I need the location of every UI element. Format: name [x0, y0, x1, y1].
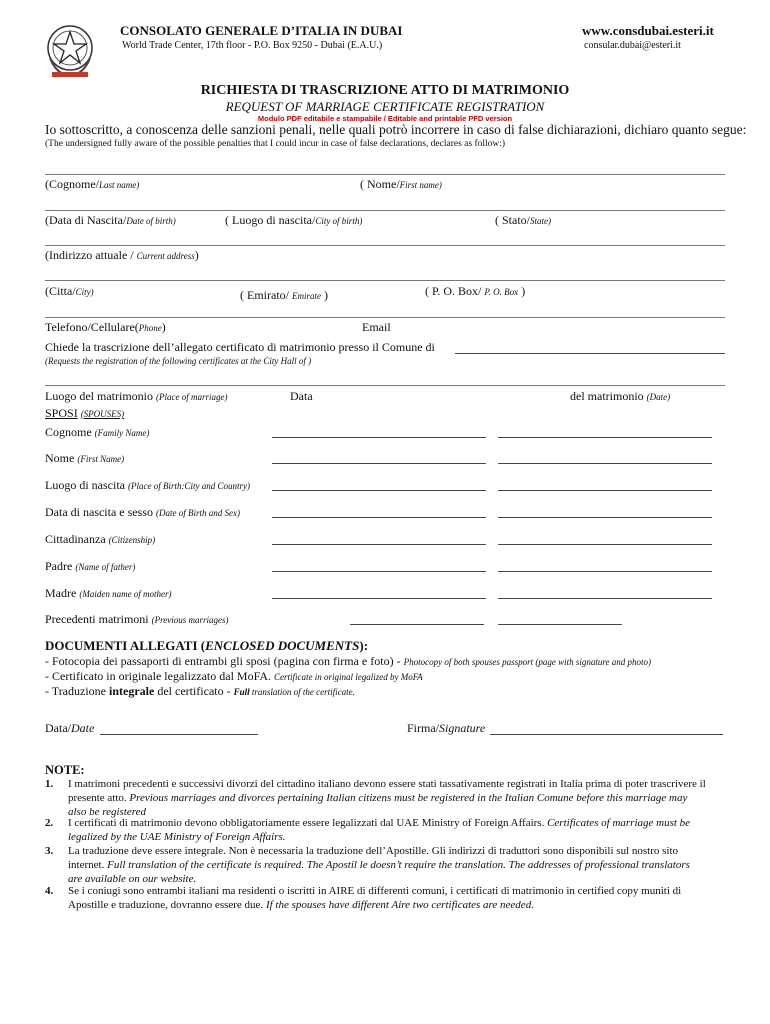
note-text: I matrimoni precedenti e successivi divorzi del cittadino italiano devono essere stati tassativamente registrati in Italia prima di poter trascrivere il — [68, 778, 706, 790]
form-title-en: REQUEST OF MARRIAGE CERTIFICATE REGISTRATION — [225, 99, 545, 114]
note-number: 4. — [45, 885, 54, 897]
document-item-bold: integrale — [109, 684, 155, 698]
document-item-text: - Traduzione — [45, 684, 109, 698]
telefono-label — [45, 320, 166, 335]
note-text-en: also be registered — [68, 806, 147, 818]
spouse-1-input[interactable] — [272, 598, 486, 599]
citta-text-en: City) — [75, 287, 94, 297]
spouse-2-input[interactable] — [498, 544, 712, 545]
data-nascita-text: (Data di Nascita/ — [45, 213, 127, 227]
date-text: Data/ — [45, 721, 71, 735]
spouse-row-text-en: (Previous marriages) — [151, 615, 229, 625]
data-matrimonio-label: Data — [290, 389, 313, 403]
stato-label — [495, 213, 551, 228]
pobox-label — [425, 284, 525, 299]
field-line — [45, 385, 725, 386]
spouse-row-text-en: (Citizenship) — [108, 535, 156, 545]
stato-text-en: State) — [530, 216, 551, 226]
request-text-en: (Requests the registration of the following certificates at the City Hall of ) — [45, 356, 312, 366]
email-label: Email — [362, 320, 391, 334]
luogo-nascita-label — [225, 213, 362, 228]
spouse-row-text: Madre — [45, 586, 77, 600]
note-number: 1. — [45, 778, 54, 790]
spouse-row-label — [45, 505, 240, 520]
spouse-2-input[interactable] — [498, 517, 712, 518]
nome-text: ( Nome/ — [360, 177, 400, 191]
cognome-label — [45, 177, 139, 192]
spouses-title — [45, 406, 124, 421]
field-line — [45, 280, 725, 281]
pobox-text-en: P. O. Box — [484, 287, 519, 297]
note-text-en: Certificates of marriage must be — [547, 817, 691, 829]
document-item-text-en: Photocopy of both spouses passport (page with signature and photo) — [403, 657, 651, 667]
spouse-row-label — [45, 532, 155, 547]
consulate-name: CONSOLATO GENERALE D’ITALIA IN DUBAI — [120, 23, 403, 38]
spouse-2-input[interactable] — [498, 624, 622, 625]
spouse-row-text: Luogo di nascita — [45, 478, 125, 492]
spouse-row-text-en: (First Name) — [77, 454, 125, 464]
indirizzo-text-en: Current address — [136, 251, 195, 261]
emirato-close: ) — [323, 288, 328, 302]
document-item — [45, 684, 355, 699]
luogo-matrimonio-label — [45, 389, 227, 404]
emirato-text-en: Emirate — [291, 291, 321, 301]
spouse-row-text-en: (Family Name) — [94, 428, 150, 438]
note-line — [68, 885, 681, 897]
del-matrimonio-text-en: (Date) — [646, 392, 671, 402]
emirato-label — [240, 288, 328, 303]
note-text-en: If the spouses have different Aire two certificates are needed. — [265, 899, 534, 911]
spouse-row-text: Nome — [45, 451, 75, 465]
note-text: internet. — [68, 859, 108, 871]
telefono-text-en: Phone — [138, 323, 162, 333]
spouse-row-text-en: (Date of Birth and Sex) — [155, 508, 240, 518]
comune-input[interactable] — [455, 353, 725, 354]
website-link[interactable]: www.consdubai.esteri.it — [582, 23, 714, 38]
spouse-row-label — [45, 425, 149, 440]
note-line — [68, 859, 690, 871]
telefono-text: Telefono/Cellulare( — [45, 320, 139, 334]
spouse-row-text: Precedenti matrimoni — [45, 612, 149, 626]
field-line — [45, 210, 725, 211]
spouse-row-label — [45, 451, 124, 466]
notes-title: NOTE: — [45, 763, 85, 777]
documents-title-close: ): — [359, 638, 369, 653]
luogo-nascita-text-en: City of birth) — [315, 216, 363, 226]
signature-label — [407, 721, 485, 736]
spouse-row-label — [45, 559, 135, 574]
spouse-1-input[interactable] — [272, 490, 486, 491]
declaration-text-en: (The undersigned fully aware of the possible penalties that I could incur in case of false declarations, declares as follow:) — [45, 139, 506, 149]
spouse-row-text: Cittadinanza — [45, 532, 106, 546]
document-item-text-en: Certificate in original legalized by MoFA — [274, 672, 423, 682]
signature-text-en: Signature — [439, 721, 486, 735]
luogo-nascita-text: ( Luogo di nascita/ — [225, 213, 316, 227]
spouse-1-input[interactable] — [272, 571, 486, 572]
documents-title — [45, 638, 368, 654]
indirizzo-text: (Indirizzo attuale / — [45, 248, 134, 262]
cognome-text: (Cognome/ — [45, 177, 99, 191]
del-matrimonio-label — [570, 389, 670, 404]
indirizzo-close: ) — [194, 248, 199, 262]
signature-text: Firma/ — [407, 721, 439, 735]
cognome-text-en: Last name) — [99, 180, 140, 190]
document-item-text-en: translation of the certificate. — [249, 687, 355, 697]
date-label — [45, 721, 94, 736]
spouses-title-text: SPOSI — [45, 406, 78, 420]
form-title: RICHIESTA DI TRASCRIZIONE ATTO DI MATRIMONIO — [200, 83, 570, 98]
stato-text: ( Stato/ — [495, 213, 530, 227]
note-line — [68, 817, 690, 829]
note-line — [68, 873, 196, 885]
note-text: I certificati di matrimonio devono obbligatoriamente essere legalizzati dal UAE Ministry of Foreign Affairs. — [68, 817, 548, 829]
telefono-close: ) — [161, 320, 166, 334]
emirato-text: ( Emirato/ — [240, 288, 289, 302]
email-link[interactable]: consular.dubai@esteri.it — [584, 40, 681, 51]
document-item — [45, 654, 651, 669]
citta-text: (Citta/ — [45, 284, 76, 298]
data-nascita-text-en: Date of birth) — [126, 216, 176, 226]
editable-note: Modulo PDF editabile e stampabile / Editable and printable PFD version — [257, 114, 513, 123]
documents-title-text: DOCUMENTI ALLEGATI ( — [45, 638, 206, 653]
spouse-row-text: Padre — [45, 559, 73, 573]
document-item-text: del certificato - — [154, 684, 231, 698]
luogo-matrimonio-text: Luogo del matrimonio — [45, 389, 153, 403]
spouse-row-text: Data di nascita e sesso — [45, 505, 153, 519]
spouse-1-input[interactable] — [272, 463, 486, 464]
spouse-row-text-en: (Maiden name of mother) — [79, 589, 172, 599]
note-line — [68, 778, 706, 790]
note-line — [68, 792, 687, 804]
pobox-text: ( P. O. Box/ — [425, 284, 482, 298]
note-text-en: Previous marriages and divorces pertaining Italian citizens must be registered in the Italian Comune before this marriage may — [129, 792, 688, 804]
spouse-1-input[interactable] — [272, 517, 486, 518]
indirizzo-label — [45, 248, 199, 263]
note-line — [68, 899, 534, 911]
document-item — [45, 669, 423, 684]
field-line — [45, 317, 725, 318]
note-number: 2. — [45, 817, 54, 829]
note-text: Apostille e traduzione, dovranno essere due. — [68, 899, 266, 911]
citta-label — [45, 284, 94, 299]
spouse-2-input[interactable] — [498, 571, 712, 572]
note-text: La traduzione deve essere integrale. Non è necessaria la traduzione dell’Apostille. Gli indirizzi di traduttori sono disponibili sul nostro sito — [68, 845, 679, 857]
spouse-1-input[interactable] — [272, 544, 486, 545]
nome-label — [360, 177, 442, 192]
note-number: 3. — [45, 845, 54, 857]
field-line — [45, 245, 725, 246]
note-line — [68, 845, 678, 857]
note-text-en: legalized by the UAE Ministry of Foreign Affairs. — [68, 831, 286, 843]
nome-text-en: First name) — [399, 180, 442, 190]
document-item-bold-en: Full — [233, 687, 250, 697]
note-text-en: are available on our website. — [68, 873, 197, 885]
del-matrimonio-text: del matrimonio — [570, 389, 644, 403]
note-text: Se i coniugi sono entrambi italiani ma residenti o iscritti in AIRE di differenti comuni, i certificati di matrimonio in certified copy muniti di — [68, 885, 682, 897]
data-nascita-label — [45, 213, 176, 228]
spouse-row-text-en: (Name of father) — [75, 562, 136, 572]
request-text: Chiede la trascrizione dell’allegato certificato di matrimonio presso il Comune di — [45, 340, 435, 354]
spouse-row-text-en: (Place of Birth:City and Country) — [127, 481, 250, 491]
spouse-row-label — [45, 478, 250, 493]
date-input[interactable] — [100, 734, 258, 735]
note-text-en: Full translation of the certificate is required. The Apostil le doesn’t require the translation. The addresses of professional translators — [107, 859, 690, 871]
signature-input[interactable] — [490, 734, 723, 735]
italian-emblem — [42, 22, 98, 80]
spouse-row-label — [45, 612, 229, 627]
spouse-1-input[interactable] — [350, 624, 484, 625]
field-line — [45, 174, 725, 175]
spouse-2-input[interactable] — [498, 490, 712, 491]
luogo-matrimonio-text-en: (Place of marriage) — [155, 392, 228, 402]
spouse-2-input[interactable] — [498, 437, 712, 438]
note-line — [68, 831, 286, 843]
note-text: presente atto. — [68, 792, 130, 804]
date-text-en: Date — [71, 721, 95, 735]
spouse-2-input[interactable] — [498, 463, 712, 464]
spouse-2-input[interactable] — [498, 598, 712, 599]
pobox-close: ) — [521, 284, 526, 298]
consulate-address: World Trade Center, 17th floor - P.O. Box 9250 - Dubai (E.A.U.) — [122, 40, 383, 51]
spouses-title-text-en: (SPOUSES) — [80, 409, 125, 419]
documents-title-text-en: ENCLOSED DOCUMENTS — [205, 638, 360, 653]
spouse-1-input[interactable] — [272, 437, 486, 438]
document-item-text: - Fotocopia dei passaporti di entrambi gli sposi (pagina con firma e foto) - — [45, 654, 401, 668]
spouse-row-label — [45, 586, 172, 601]
document-item-text: - Certificato in originale legalizzato dal MoFA. — [45, 669, 272, 683]
declaration-text: Io sottoscritto, a conoscenza delle sanzioni penali, nelle quali potrò incorrere in caso di false dichiarazioni, dichiaro quanto segue: — [45, 122, 747, 137]
spouse-row-text: Cognome — [45, 425, 92, 439]
